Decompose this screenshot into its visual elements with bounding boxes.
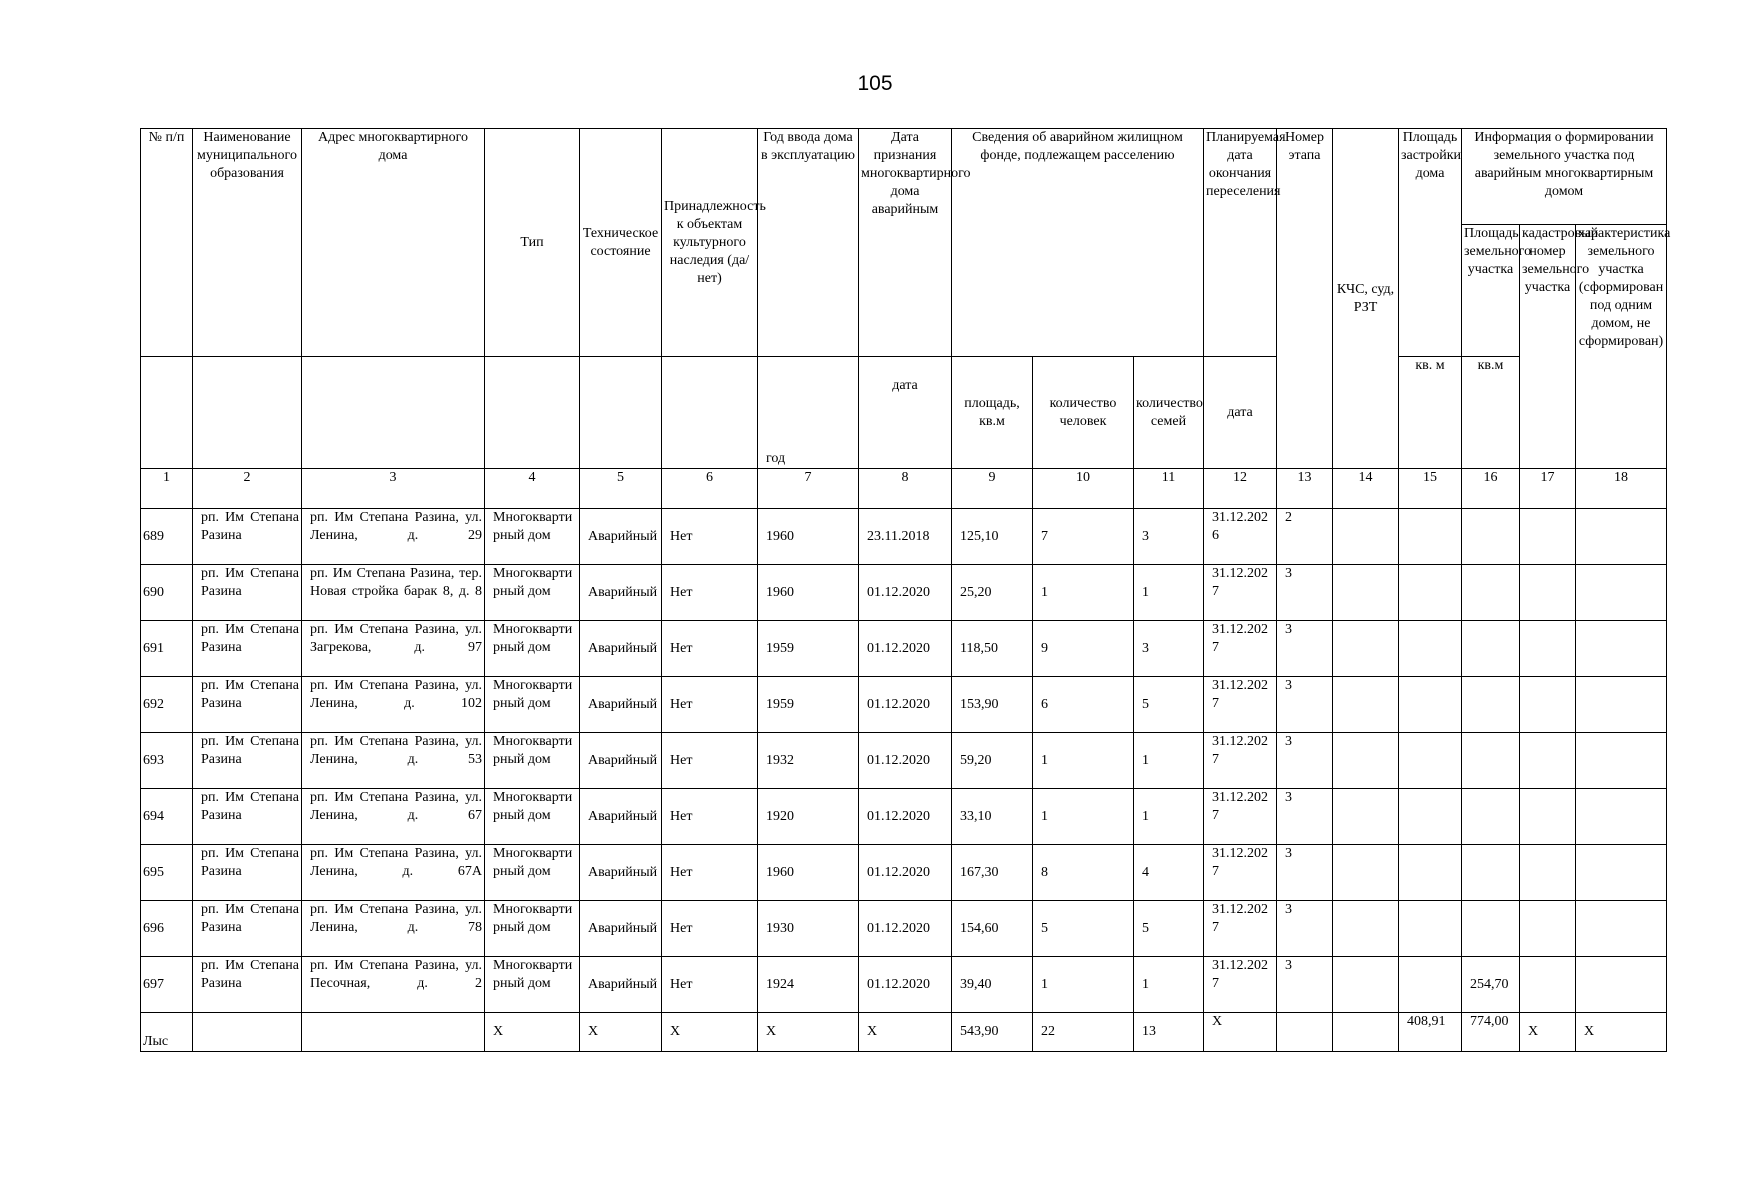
row-plot-area bbox=[1462, 901, 1520, 957]
total-heritage: X bbox=[662, 1013, 758, 1052]
header-col8: Дата признания многоквартирного дома аварийным bbox=[859, 129, 952, 357]
header-col3: Адрес многоквартирного дома bbox=[302, 129, 485, 357]
column-number: 17 bbox=[1520, 469, 1576, 509]
unit-date-plan: дата bbox=[1204, 357, 1277, 469]
row-state: Аварийный bbox=[580, 845, 662, 901]
column-number: 16 bbox=[1462, 469, 1520, 509]
row-build-area bbox=[1399, 677, 1462, 733]
column-number: 8 bbox=[859, 469, 952, 509]
row-area: 153,90 bbox=[952, 677, 1033, 733]
row-type: Многоквартирный дом bbox=[485, 509, 580, 565]
header-col4: Тип bbox=[485, 129, 580, 357]
row-area: 39,40 bbox=[952, 957, 1033, 1013]
row-people: 1 bbox=[1033, 565, 1134, 621]
row-heritage: Нет bbox=[662, 845, 758, 901]
row-families: 3 bbox=[1134, 621, 1204, 677]
row-type: Многоквартирный дом bbox=[485, 621, 580, 677]
row-families: 4 bbox=[1134, 845, 1204, 901]
row-plot-char bbox=[1576, 509, 1667, 565]
row-kchs bbox=[1333, 901, 1399, 957]
row-kchs bbox=[1333, 789, 1399, 845]
row-families: 1 bbox=[1134, 957, 1204, 1013]
total-plot-char: X bbox=[1576, 1013, 1667, 1052]
row-plot-char bbox=[1576, 565, 1667, 621]
header-col7: Год ввода дома в эксплуатацию bbox=[758, 129, 859, 357]
header-col5: Техническое состояние bbox=[580, 129, 662, 357]
row-type: Многоквартирный дом bbox=[485, 565, 580, 621]
row-cadastral bbox=[1520, 845, 1576, 901]
row-plot-area bbox=[1462, 677, 1520, 733]
table-row bbox=[141, 509, 1667, 565]
row-plan-date: 31.12.2027 bbox=[1204, 733, 1277, 789]
row-number: 690 bbox=[141, 565, 193, 621]
row-stage: 3 bbox=[1277, 789, 1333, 845]
total-plot-area: 774,00 bbox=[1462, 1013, 1520, 1052]
header-col1: № п/п bbox=[141, 129, 193, 357]
column-number: 1 bbox=[141, 469, 193, 509]
header-group-9-11: Сведения об аварийном жилищном фонде, подлежащем расселению bbox=[952, 129, 1204, 357]
row-build-area bbox=[1399, 957, 1462, 1013]
table-row bbox=[141, 845, 1667, 901]
row-build-area bbox=[1399, 789, 1462, 845]
row-year: 1960 bbox=[758, 845, 859, 901]
column-number: 12 bbox=[1204, 469, 1277, 509]
column-number: 14 bbox=[1333, 469, 1399, 509]
row-number: 691 bbox=[141, 621, 193, 677]
row-number: 695 bbox=[141, 845, 193, 901]
row-build-area bbox=[1399, 733, 1462, 789]
header-col13: Номер этапа bbox=[1277, 129, 1333, 469]
row-municipality: рп. Им Степана Разина bbox=[193, 789, 302, 845]
row-date: 01.12.2020 bbox=[859, 957, 952, 1013]
column-number: 3 bbox=[302, 469, 485, 509]
row-cadastral bbox=[1520, 957, 1576, 1013]
row-type: Многоквартирный дом bbox=[485, 957, 580, 1013]
total-type: X bbox=[485, 1013, 580, 1052]
header-col12: Планируемая дата окончания переселения bbox=[1204, 129, 1277, 357]
row-kchs bbox=[1333, 509, 1399, 565]
row-build-area bbox=[1399, 565, 1462, 621]
row-stage: 2 bbox=[1277, 509, 1333, 565]
row-plot-area: 254,70 bbox=[1462, 957, 1520, 1013]
unit-year: год bbox=[758, 357, 859, 469]
column-number: 5 bbox=[580, 469, 662, 509]
row-heritage: Нет bbox=[662, 901, 758, 957]
row-people: 9 bbox=[1033, 621, 1134, 677]
row-state: Аварийный bbox=[580, 509, 662, 565]
row-date: 01.12.2020 bbox=[859, 565, 952, 621]
row-plot-char bbox=[1576, 677, 1667, 733]
row-build-area bbox=[1399, 509, 1462, 565]
row-address: рп. Им Степана Разина, ул. Ленина, д. 53 bbox=[302, 733, 485, 789]
row-kchs bbox=[1333, 733, 1399, 789]
row-people: 1 bbox=[1033, 733, 1134, 789]
row-heritage: Нет bbox=[662, 621, 758, 677]
row-municipality: рп. Им Степана Разина bbox=[193, 733, 302, 789]
row-state: Аварийный bbox=[580, 957, 662, 1013]
row-year: 1924 bbox=[758, 957, 859, 1013]
row-plan-date: 31.12.2027 bbox=[1204, 901, 1277, 957]
row-state: Аварийный bbox=[580, 901, 662, 957]
row-year: 1959 bbox=[758, 621, 859, 677]
row-plot-char bbox=[1576, 957, 1667, 1013]
total-state: X bbox=[580, 1013, 662, 1052]
row-date: 01.12.2020 bbox=[859, 677, 952, 733]
row-people: 1 bbox=[1033, 789, 1134, 845]
row-year: 1920 bbox=[758, 789, 859, 845]
row-date: 23.11.2018 bbox=[859, 509, 952, 565]
row-families: 1 bbox=[1134, 733, 1204, 789]
total-build-area: 408,91 bbox=[1399, 1013, 1462, 1052]
total-kchs bbox=[1333, 1013, 1399, 1052]
row-plot-char bbox=[1576, 901, 1667, 957]
header-col6: Принадлежность к объектам культурного наследия (да/нет) bbox=[662, 129, 758, 357]
row-address: рп. Им Степана Разина, ул. Песочная, д. 2 bbox=[302, 957, 485, 1013]
total-families: 13 bbox=[1134, 1013, 1204, 1052]
row-year: 1959 bbox=[758, 677, 859, 733]
row-families: 1 bbox=[1134, 565, 1204, 621]
row-plot-char bbox=[1576, 789, 1667, 845]
header-col15: Площадь застройки дома bbox=[1399, 129, 1462, 357]
row-year: 1960 bbox=[758, 565, 859, 621]
row-area: 25,20 bbox=[952, 565, 1033, 621]
row-date: 01.12.2020 bbox=[859, 789, 952, 845]
table-total bbox=[141, 1013, 1667, 1052]
row-plan-date: 31.12.2026 bbox=[1204, 509, 1277, 565]
row-plan-date: 31.12.2027 bbox=[1204, 621, 1277, 677]
total-date: X bbox=[859, 1013, 952, 1052]
total-address bbox=[302, 1013, 485, 1052]
row-stage: 3 bbox=[1277, 565, 1333, 621]
row-heritage: Нет bbox=[662, 789, 758, 845]
row-date: 01.12.2020 bbox=[859, 733, 952, 789]
table-row bbox=[141, 901, 1667, 957]
row-people: 1 bbox=[1033, 957, 1134, 1013]
table-row bbox=[141, 789, 1667, 845]
row-plan-date: 31.12.2027 bbox=[1204, 845, 1277, 901]
row-plot-area bbox=[1462, 733, 1520, 789]
unit-families: количество семей bbox=[1134, 357, 1204, 469]
row-area: 167,30 bbox=[952, 845, 1033, 901]
total-label: Лыс bbox=[141, 1013, 193, 1052]
row-cadastral bbox=[1520, 789, 1576, 845]
row-build-area bbox=[1399, 621, 1462, 677]
row-address: рп. Им Степана Разина, ул. Загрекова, д. 97 bbox=[302, 621, 485, 677]
table-row bbox=[141, 621, 1667, 677]
row-number: 692 bbox=[141, 677, 193, 733]
row-area: 118,50 bbox=[952, 621, 1033, 677]
column-number: 6 bbox=[662, 469, 758, 509]
row-stage: 3 bbox=[1277, 677, 1333, 733]
unit-plot-area: кв.м bbox=[1462, 357, 1520, 469]
table-row bbox=[141, 957, 1667, 1013]
row-number: 693 bbox=[141, 733, 193, 789]
row-cadastral bbox=[1520, 509, 1576, 565]
table-body bbox=[141, 509, 1667, 1013]
row-plot-area bbox=[1462, 565, 1520, 621]
emergency-housing-table bbox=[140, 128, 1671, 1052]
row-families: 3 bbox=[1134, 509, 1204, 565]
row-area: 59,20 bbox=[952, 733, 1033, 789]
row-kchs bbox=[1333, 565, 1399, 621]
row-municipality: рп. Им Степана Разина bbox=[193, 565, 302, 621]
column-numbers-row bbox=[141, 469, 1667, 509]
row-municipality: рп. Им Степана Разина bbox=[193, 677, 302, 733]
row-municipality: рп. Им Степана Разина bbox=[193, 845, 302, 901]
column-number: 15 bbox=[1399, 469, 1462, 509]
header-col14: КЧС, суд, РЗТ bbox=[1333, 129, 1399, 469]
row-heritage: Нет bbox=[662, 957, 758, 1013]
row-families: 5 bbox=[1134, 901, 1204, 957]
row-number: 696 bbox=[141, 901, 193, 957]
table-row bbox=[141, 565, 1667, 621]
row-people: 8 bbox=[1033, 845, 1134, 901]
row-state: Аварийный bbox=[580, 621, 662, 677]
header-col18: характеристика земельного участка (сформирован под одним домом, не сформирован) bbox=[1576, 225, 1667, 469]
row-kchs bbox=[1333, 957, 1399, 1013]
row-families: 5 bbox=[1134, 677, 1204, 733]
column-number: 11 bbox=[1134, 469, 1204, 509]
row-heritage: Нет bbox=[662, 677, 758, 733]
total-stage bbox=[1277, 1013, 1333, 1052]
row-people: 7 bbox=[1033, 509, 1134, 565]
header-col16: Площадь земельного участка bbox=[1462, 225, 1520, 357]
row-stage: 3 bbox=[1277, 957, 1333, 1013]
column-number: 4 bbox=[485, 469, 580, 509]
row-heritage: Нет bbox=[662, 509, 758, 565]
row-plot-area bbox=[1462, 845, 1520, 901]
table-row bbox=[141, 677, 1667, 733]
row-plot-char bbox=[1576, 621, 1667, 677]
row-municipality: рп. Им Степана Разина bbox=[193, 509, 302, 565]
unit-people: количество человек bbox=[1033, 357, 1134, 469]
row-people: 6 bbox=[1033, 677, 1134, 733]
row-heritage: Нет bbox=[662, 733, 758, 789]
unit-area: площадь, кв.м bbox=[952, 357, 1033, 469]
row-plan-date: 31.12.2027 bbox=[1204, 677, 1277, 733]
row-cadastral bbox=[1520, 677, 1576, 733]
row-address: рп. Им Степана Разина, ул. Ленина, д. 78 bbox=[302, 901, 485, 957]
header-group-16-18: Информация о формировании земельного участка под аварийным многоквартирным домом bbox=[1462, 129, 1667, 225]
row-type: Многоквартирный дом bbox=[485, 733, 580, 789]
row-state: Аварийный bbox=[580, 733, 662, 789]
row-date: 01.12.2020 bbox=[859, 621, 952, 677]
row-type: Многоквартирный дом bbox=[485, 845, 580, 901]
row-state: Аварийный bbox=[580, 677, 662, 733]
row-heritage: Нет bbox=[662, 565, 758, 621]
table-header bbox=[141, 129, 1671, 509]
row-municipality: рп. Им Степана Разина bbox=[193, 901, 302, 957]
column-number: 10 bbox=[1033, 469, 1134, 509]
total-year: X bbox=[758, 1013, 859, 1052]
row-year: 1930 bbox=[758, 901, 859, 957]
total-people: 22 bbox=[1033, 1013, 1134, 1052]
row-stage: 3 bbox=[1277, 621, 1333, 677]
row-plot-char bbox=[1576, 845, 1667, 901]
row-stage: 3 bbox=[1277, 845, 1333, 901]
column-number: 7 bbox=[758, 469, 859, 509]
row-cadastral bbox=[1520, 733, 1576, 789]
row-area: 125,10 bbox=[952, 509, 1033, 565]
page-number: 105 bbox=[857, 72, 893, 95]
row-municipality: рп. Им Степана Разина bbox=[193, 621, 302, 677]
total-area: 543,90 bbox=[952, 1013, 1033, 1052]
row-type: Многоквартирный дом bbox=[485, 789, 580, 845]
row-address: рп. Им Степана Разина, тер. Новая стройка барак 8, д. 8 bbox=[302, 565, 485, 621]
row-address: рп. Им Степана Разина, ул. Ленина, д. 102 bbox=[302, 677, 485, 733]
row-state: Аварийный bbox=[580, 789, 662, 845]
row-type: Многоквартирный дом bbox=[485, 901, 580, 957]
row-address: рп. Им Степана Разина, ул. Ленина, д. 29 bbox=[302, 509, 485, 565]
total-plan: X bbox=[1204, 1013, 1277, 1052]
header-col17: кадастровый номер земельного участка bbox=[1520, 225, 1576, 469]
row-municipality: рп. Им Степана Разина bbox=[193, 957, 302, 1013]
total-mo bbox=[193, 1013, 302, 1052]
row-plot-area bbox=[1462, 509, 1520, 565]
row-plot-char bbox=[1576, 733, 1667, 789]
row-stage: 3 bbox=[1277, 733, 1333, 789]
row-plan-date: 31.12.2027 bbox=[1204, 957, 1277, 1013]
row-state: Аварийный bbox=[580, 565, 662, 621]
row-build-area bbox=[1399, 845, 1462, 901]
table-row bbox=[141, 733, 1667, 789]
row-number: 694 bbox=[141, 789, 193, 845]
row-plot-area bbox=[1462, 789, 1520, 845]
row-people: 5 bbox=[1033, 901, 1134, 957]
row-area: 154,60 bbox=[952, 901, 1033, 957]
row-number: 697 bbox=[141, 957, 193, 1013]
row-cadastral bbox=[1520, 621, 1576, 677]
row-year: 1932 bbox=[758, 733, 859, 789]
unit-date-recognition: дата bbox=[859, 357, 952, 469]
row-build-area bbox=[1399, 901, 1462, 957]
row-stage: 3 bbox=[1277, 901, 1333, 957]
row-kchs bbox=[1333, 845, 1399, 901]
total-cadastral: X bbox=[1520, 1013, 1576, 1052]
total-row bbox=[141, 1013, 1667, 1052]
unit-build-area: кв. м bbox=[1399, 357, 1462, 469]
row-kchs bbox=[1333, 677, 1399, 733]
row-year: 1960 bbox=[758, 509, 859, 565]
row-date: 01.12.2020 bbox=[859, 901, 952, 957]
row-address: рп. Им Степана Разина, ул. Ленина, д. 67 bbox=[302, 789, 485, 845]
row-area: 33,10 bbox=[952, 789, 1033, 845]
row-date: 01.12.2020 bbox=[859, 845, 952, 901]
header-col2: Наименование муниципального образования bbox=[193, 129, 302, 357]
row-plan-date: 31.12.2027 bbox=[1204, 565, 1277, 621]
column-number: 18 bbox=[1576, 469, 1667, 509]
row-address: рп. Им Степана Разина, ул. Ленина, д. 67А bbox=[302, 845, 485, 901]
row-number: 689 bbox=[141, 509, 193, 565]
row-type: Многоквартирный дом bbox=[485, 677, 580, 733]
column-number: 9 bbox=[952, 469, 1033, 509]
row-plan-date: 31.12.2027 bbox=[1204, 789, 1277, 845]
column-number: 13 bbox=[1277, 469, 1333, 509]
column-number: 2 bbox=[193, 469, 302, 509]
row-cadastral bbox=[1520, 901, 1576, 957]
row-cadastral bbox=[1520, 565, 1576, 621]
row-plot-area bbox=[1462, 621, 1520, 677]
row-kchs bbox=[1333, 621, 1399, 677]
row-families: 1 bbox=[1134, 789, 1204, 845]
